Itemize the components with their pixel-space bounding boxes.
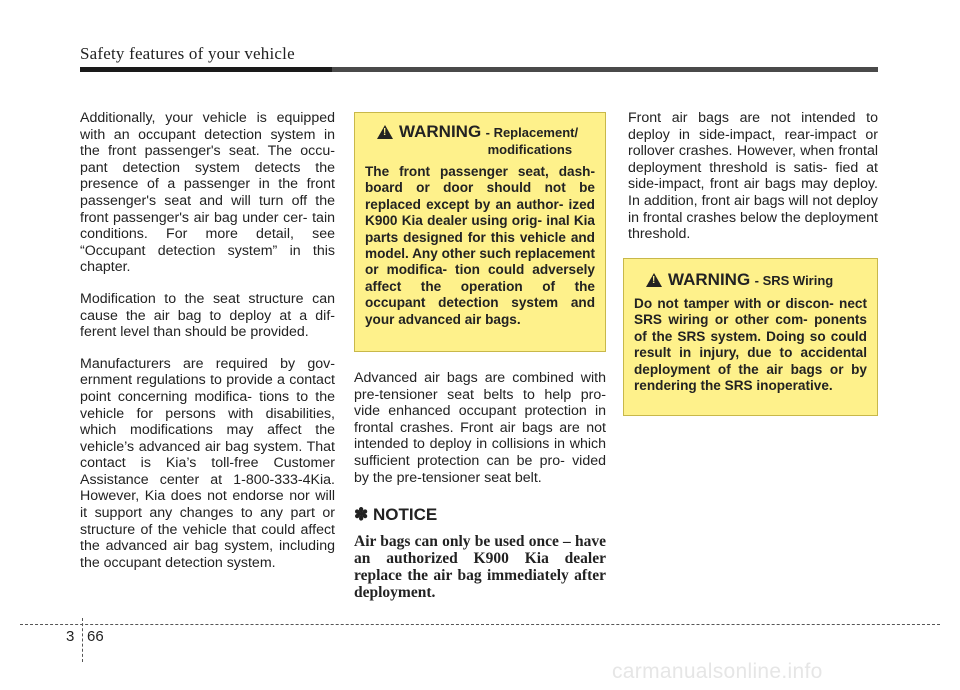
warning-body: Do not tamper with or discon- nect SRS wiring or other com- ponents of the SRS system. Doing so could result in injury, due to accidental deployment of the air bags or by rendering the SRS inoperative. <box>634 296 867 394</box>
warning-label: WARNING <box>399 122 482 141</box>
chapter-number: 3 <box>66 628 75 645</box>
notice-body: Air bags can only be used once – have an authorized K900 Kia dealer replace the air bag immediately after deployment. <box>354 533 606 601</box>
warning-body: The front passenger seat, dash- board or door should not be replaced except by an author- ized K900 Kia dealer using orig- inal Kia parts designed for this vehicle and model. Any other such replacement or modifica- tion could adversely affect the operation of the occupant detection system and your advanced air bags. <box>365 164 595 327</box>
paragraph-seat-modification: Modification to the seat structure can cause the air bag to deploy at a dif- ferent level than should be provided. <box>80 290 335 341</box>
paragraph-front-airbags: Front air bags are not intended to deploy in side-impact, rear-impact or rollover crashes. However, when frontal deployment threshold is satis- fied at side-impact, front air bags may deploy. In addition, front air bags will not deploy in frontal crashes below the deployment threshold. <box>628 110 878 243</box>
column-2 <box>354 370 606 501</box>
warning-label: WARNING <box>668 270 751 289</box>
notice-title: ✽ NOTICE <box>354 505 438 524</box>
warning-box-srs-wiring <box>623 258 878 416</box>
notice-section <box>354 505 606 601</box>
warning-triangle-icon: ! <box>646 273 662 287</box>
warning-header <box>365 123 595 158</box>
header-rule-accent <box>80 67 332 72</box>
column-1 <box>80 110 335 586</box>
warning-box-replacement <box>354 112 606 352</box>
footer-divider <box>20 624 940 625</box>
footer-vertical-divider <box>82 618 83 662</box>
warning-subtitle: - Replacement/ <box>485 125 579 140</box>
warning-subtitle-continued: modifications <box>487 142 573 157</box>
warning-header <box>634 271 867 290</box>
paragraph-manufacturers: Manufacturers are required by gov- ernment regulations to provide a contact point concerning modifica- tions to the vehicle for persons with disabilities, which modifications may affect the vehicle’s advanced air bag system. That contact is Kia’s toll-free Customer Assistance center at 1-800-333-4Kia. However, Kia does not endorse nor will it support any changes to any part or structure of the vehicle that could affect the advanced air bag system, including the occupant detection system. <box>80 355 335 571</box>
watermark: carmanualsonline.info <box>612 660 823 683</box>
paragraph-occupant-detection: Additionally, your vehicle is equipped with an occupant detection system in the front passenger's seat. The occu- pant detection system detects the presence of a passenger in the front passenger's seat and will turn off the front passenger's air bag under cer- tain conditions. For more detail, see “Occupant detection system” in this chapter. <box>80 110 335 276</box>
warning-triangle-icon: ! <box>377 125 393 139</box>
warning-subtitle: - SRS Wiring <box>754 273 834 288</box>
paragraph-advanced-airbags: Advanced air bags are combined with pre-tensioner seat belts to help pro- vide enhanced occupant protection in frontal crashes. Front air bags are not intended to deploy in collisions in which sufficient protection can be pro- vided by the pre-tensioner seat belt. <box>354 370 606 486</box>
page-header-title: Safety features of your vehicle <box>80 44 295 63</box>
page-number: 66 <box>87 628 104 645</box>
column-3 <box>628 110 878 258</box>
